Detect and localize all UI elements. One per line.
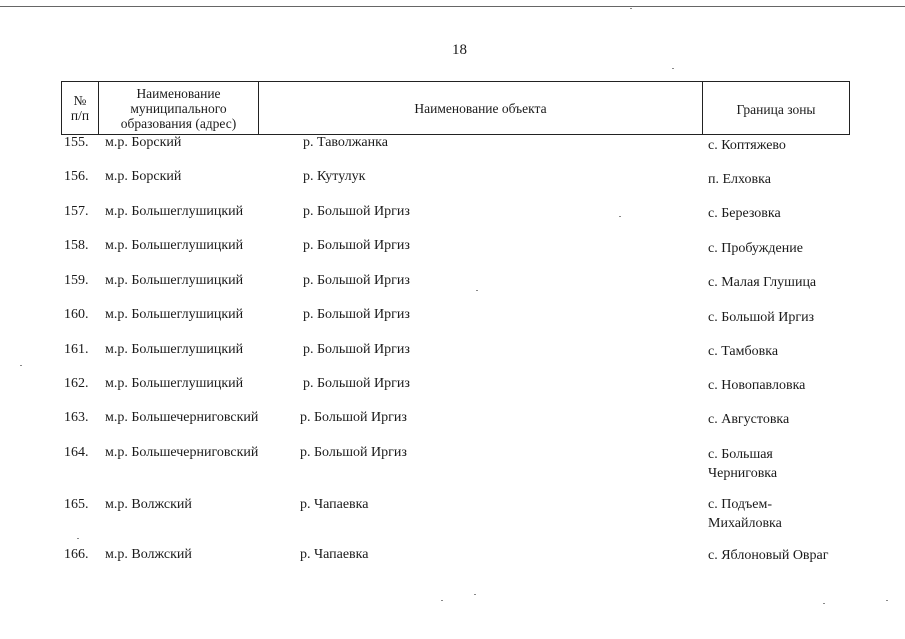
header-municipality-label: Наименование муниципального образования (адрес) [120,85,237,131]
row-num: 160. [64,307,89,322]
row-municipality: м.р. Борский [105,169,182,184]
row-object: р. Большой Иргиз [303,273,410,288]
scan-speck [630,8,632,9]
row-zone: с. Августовка [708,412,790,427]
row-object: р. Большой Иргиз [303,307,410,322]
row-object: р. Большой Иргиз [303,342,410,357]
row-object: р. Чапаевка [300,497,369,512]
scan-speck [474,594,476,595]
row-municipality: м.р. Волжский [105,547,192,562]
row-num: 164. [64,445,89,460]
scan-speck [823,603,825,604]
row-zone: с. Малая Глушица [708,275,817,290]
row-zone: с. Тамбовка [708,344,779,359]
row-num: 158. [64,238,89,253]
row-object: р. Таволжанка [303,135,388,150]
row-num: 165. [64,497,89,512]
row-num: 156. [64,169,89,184]
row-municipality: м.р. Большеглушицкий [105,307,244,322]
scan-speck [441,600,443,601]
row-num: 155. [64,135,89,150]
row-zone: с. Подъем-Михайловка [708,497,782,531]
row-object: р. Кутулук [303,169,366,184]
scan-speck [77,538,79,539]
row-object: р. Большой Иргиз [300,410,407,425]
row-num: 157. [64,204,89,219]
row-zone: с. Березовка [708,206,781,221]
row-municipality: м.р. Большеглушицкий [105,273,244,288]
row-municipality: м.р. Большечерниговский [105,410,259,425]
row-zone: с. Большой Иргиз [708,310,815,325]
row-object: р. Большой Иргиз [300,445,407,460]
row-num: 159. [64,273,89,288]
row-municipality: м.р. Большеглушицкий [105,342,244,357]
header-object-label: Наименование объекта [414,100,547,116]
header-num-label: № п/п [70,93,90,123]
page-number: 18 [452,42,467,58]
row-num: 166. [64,547,89,562]
scan-speck [619,216,621,217]
row-municipality: м.р. Волжский [105,497,192,512]
row-zone: с. Коптяжево [708,138,786,153]
row-municipality: м.р. Борский [105,135,182,150]
row-object: р. Большой Иргиз [303,238,410,253]
scan-speck [886,600,888,601]
row-zone: с. Пробуждение [708,241,803,256]
row-zone: с. Новопавловка [708,378,806,393]
row-zone: с. Большая Черниговка [708,447,778,481]
row-municipality: м.р. Большеглушицкий [105,376,244,391]
row-num: 162. [64,376,89,391]
row-object: р. Большой Иргиз [303,204,410,219]
row-zone: п. Елховка [708,172,771,187]
scan-speck [672,68,674,69]
row-zone: с. Яблоновый Овраг [708,548,829,563]
row-num: 163. [64,410,89,425]
scan-speck [20,365,22,366]
row-municipality: м.р. Большеглушицкий [105,204,244,219]
row-num: 161. [64,342,89,357]
row-municipality: м.р. Большечерниговский [105,445,259,460]
row-object: р. Большой Иргиз [303,376,410,391]
scan-speck [476,290,478,291]
header-zone-label: Граница зоны [736,102,816,117]
row-municipality: м.р. Большеглушицкий [105,238,244,253]
row-object: р. Чапаевка [300,547,369,562]
